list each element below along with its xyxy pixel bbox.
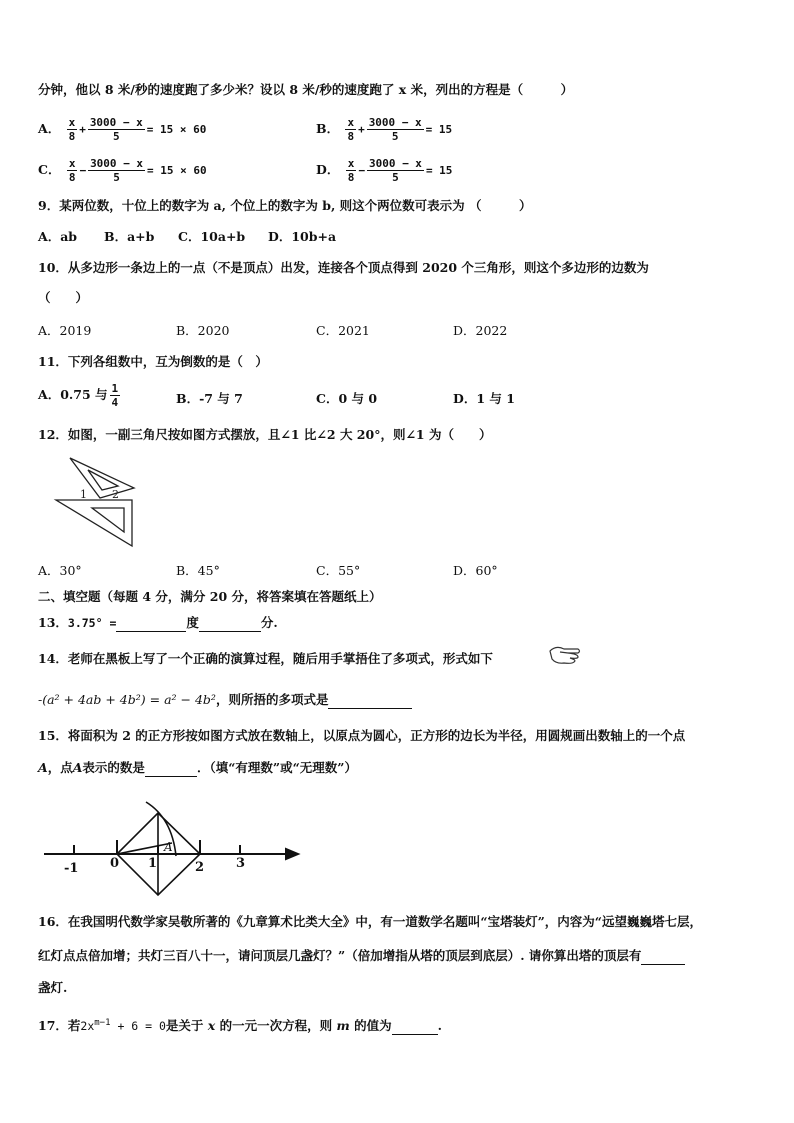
q16-line2: 红灯点点倍加增；共灯三百八十一，请问顶层几盏灯？”（倍加增指从塔的顶层到底层）. 请你算出塔的顶层有 xyxy=(38,948,685,965)
q8-option-a[interactable]: A． $\frac{x}{8}$ + $\frac{3000 - x}{5}$ = 15 × 60 xyxy=(38,116,207,143)
section-heading: 二、填空题（每题 4 分，满分 20 分，将答案填在答题纸上） xyxy=(38,589,382,604)
axis-label-2: 2 xyxy=(195,860,205,875)
q12-option-d[interactable]: D．60° xyxy=(453,563,498,578)
q10-option-c[interactable]: C．2021 xyxy=(316,323,370,338)
figure-label-1: 1 xyxy=(80,488,87,501)
option-letter: D． xyxy=(316,162,340,177)
q14-answer-blank[interactable] xyxy=(328,692,412,709)
q17-answer-blank[interactable] xyxy=(392,1018,438,1035)
q10-stem-cont: （ ） xyxy=(38,290,89,305)
axis-label-3: 3 xyxy=(236,856,246,871)
q11-stem: 11．下列各组数中，互为倒数的是（ ） xyxy=(38,354,268,369)
q16-line1: 16．在我国明代数学家吴敬所著的《九章算术比类大全》中，有一道数学名题叫“宝塔装灯”，内容为“远望巍巍塔七层， xyxy=(38,914,702,929)
q14-stem: 14．老师在黑板上写了一个正确的演算过程，随后用手掌捂住了多项式，形式如下 xyxy=(38,651,493,666)
fraction: $\frac{3000 - x}{5}$ xyxy=(90,157,144,184)
q17-expr: $2x^{m-1} + 6 = 0$ xyxy=(80,1018,166,1033)
q17: 17．若$2x^{m-1} + 6 = 0$是关于 x 的一元一次方程，则 m 的值为 . xyxy=(38,1017,442,1033)
q13-blank-degree[interactable] xyxy=(116,615,186,632)
q8-stem: 分钟，他以 8 米/秒的速度跑了多少米？设以 8 米/秒的速度跑了 x 米，列出的方程是（ ） xyxy=(38,82,574,97)
q9-option-d[interactable]: D．10b+a xyxy=(268,229,337,244)
q12-option-a[interactable]: A．30° xyxy=(38,563,82,578)
point-a-label: A xyxy=(164,840,173,854)
q10-stem: 10．从多边形一条边上的一点（不是顶点）出发，连接各个顶点得到 2020 个三角形，则这个多边形的边数为 xyxy=(38,260,649,275)
q11-option-d[interactable]: D．1 与 1 xyxy=(453,391,515,406)
number-line-figure xyxy=(40,796,302,900)
fraction: $\frac{x}{8}$ xyxy=(68,157,76,184)
q15-line1: 15．将面积为 2 的正方形按如图方式放在数轴上，以原点为圆心，正方形的边长为半径，用圆规画出数轴上的一个点 xyxy=(38,728,686,743)
q12-option-c[interactable]: C．55° xyxy=(316,563,361,578)
q11-option-b[interactable]: B．-7 与 7 xyxy=(176,391,243,406)
q8-option-d[interactable]: D． $\frac{x}{8}$ − $\frac{3000 - x}{5}$ = 15 xyxy=(316,157,453,184)
q8-option-c[interactable]: C． $\frac{x}{8}$ − $\frac{3000 - x}{5}$ = 15 × 60 xyxy=(38,157,207,184)
fraction: $\frac{x}{8}$ xyxy=(68,116,76,143)
q11-option-a[interactable]: A．0.75 与 $\frac{1}{4}$ xyxy=(38,382,119,409)
q14-expr: -(a² + 4ab + 4b²) = a² − 4b² xyxy=(38,692,216,707)
fraction: $\frac{x}{8}$ xyxy=(347,157,355,184)
q12-stem: 12．如图，一副三角尺按如图方式摆放，且∠1 比∠2 大 20°，则∠1 为（ ） xyxy=(38,427,492,442)
q9-option-b[interactable]: B．a+b xyxy=(104,229,155,244)
axis-label-neg1: -1 xyxy=(64,861,79,876)
q13-blank-minute[interactable] xyxy=(199,615,261,632)
q15-answer-blank[interactable] xyxy=(145,760,197,777)
q8-option-b[interactable]: B． $\frac{x}{8}$ + $\frac{3000 - x}{5}$ = 15 xyxy=(316,116,453,143)
option-letter: A． xyxy=(38,121,61,136)
q12-option-b[interactable]: B．45° xyxy=(176,563,220,578)
fraction: $\frac{x}{8}$ xyxy=(347,116,355,143)
fraction: $\frac{3000 - x}{5}$ xyxy=(368,116,422,143)
q15-line2: A，点A表示的数是 ．（填“有理数”或“无理数”） xyxy=(38,760,357,775)
option-letter: B． xyxy=(316,121,340,136)
q9-stem: 9．某两位数，十位上的数字为 a, 个位上的数字为 b, 则这个两位数可表示为 （ ） xyxy=(38,198,532,213)
figure-label-2: 2 xyxy=(112,488,119,501)
q10-option-d[interactable]: D．2022 xyxy=(453,323,508,338)
q9-option-c[interactable]: C．10a+b xyxy=(178,229,246,244)
fraction: $\frac{3000 - x}{5}$ xyxy=(368,157,422,184)
q9-option-a[interactable]: A．ab xyxy=(38,229,78,244)
q16-line3: 盏灯. xyxy=(38,980,68,995)
fraction: $\frac{3000 - x}{5}$ xyxy=(89,116,143,143)
q10-option-a[interactable]: A．2019 xyxy=(38,323,92,338)
q13: 13．3.75° = 度 分. xyxy=(38,615,278,630)
q10-option-b[interactable]: B．2020 xyxy=(176,323,230,338)
q16-answer-blank[interactable] xyxy=(641,948,685,965)
q11-option-c[interactable]: C．0 与 0 xyxy=(316,391,378,406)
triangle-rulers-figure xyxy=(52,456,142,548)
axis-label-0: 0 xyxy=(110,856,120,871)
option-letter: C． xyxy=(38,162,61,177)
fraction: $\frac{1}{4}$ xyxy=(111,382,119,409)
axis-label-1: 1 xyxy=(148,856,158,871)
q14-expression-line: -(a² + 4ab + 4b²) = a² − 4b²，则所捂的多项式是 xyxy=(38,692,412,709)
hand-icon xyxy=(548,643,582,667)
q13-expr: 3.75° = xyxy=(67,616,117,630)
